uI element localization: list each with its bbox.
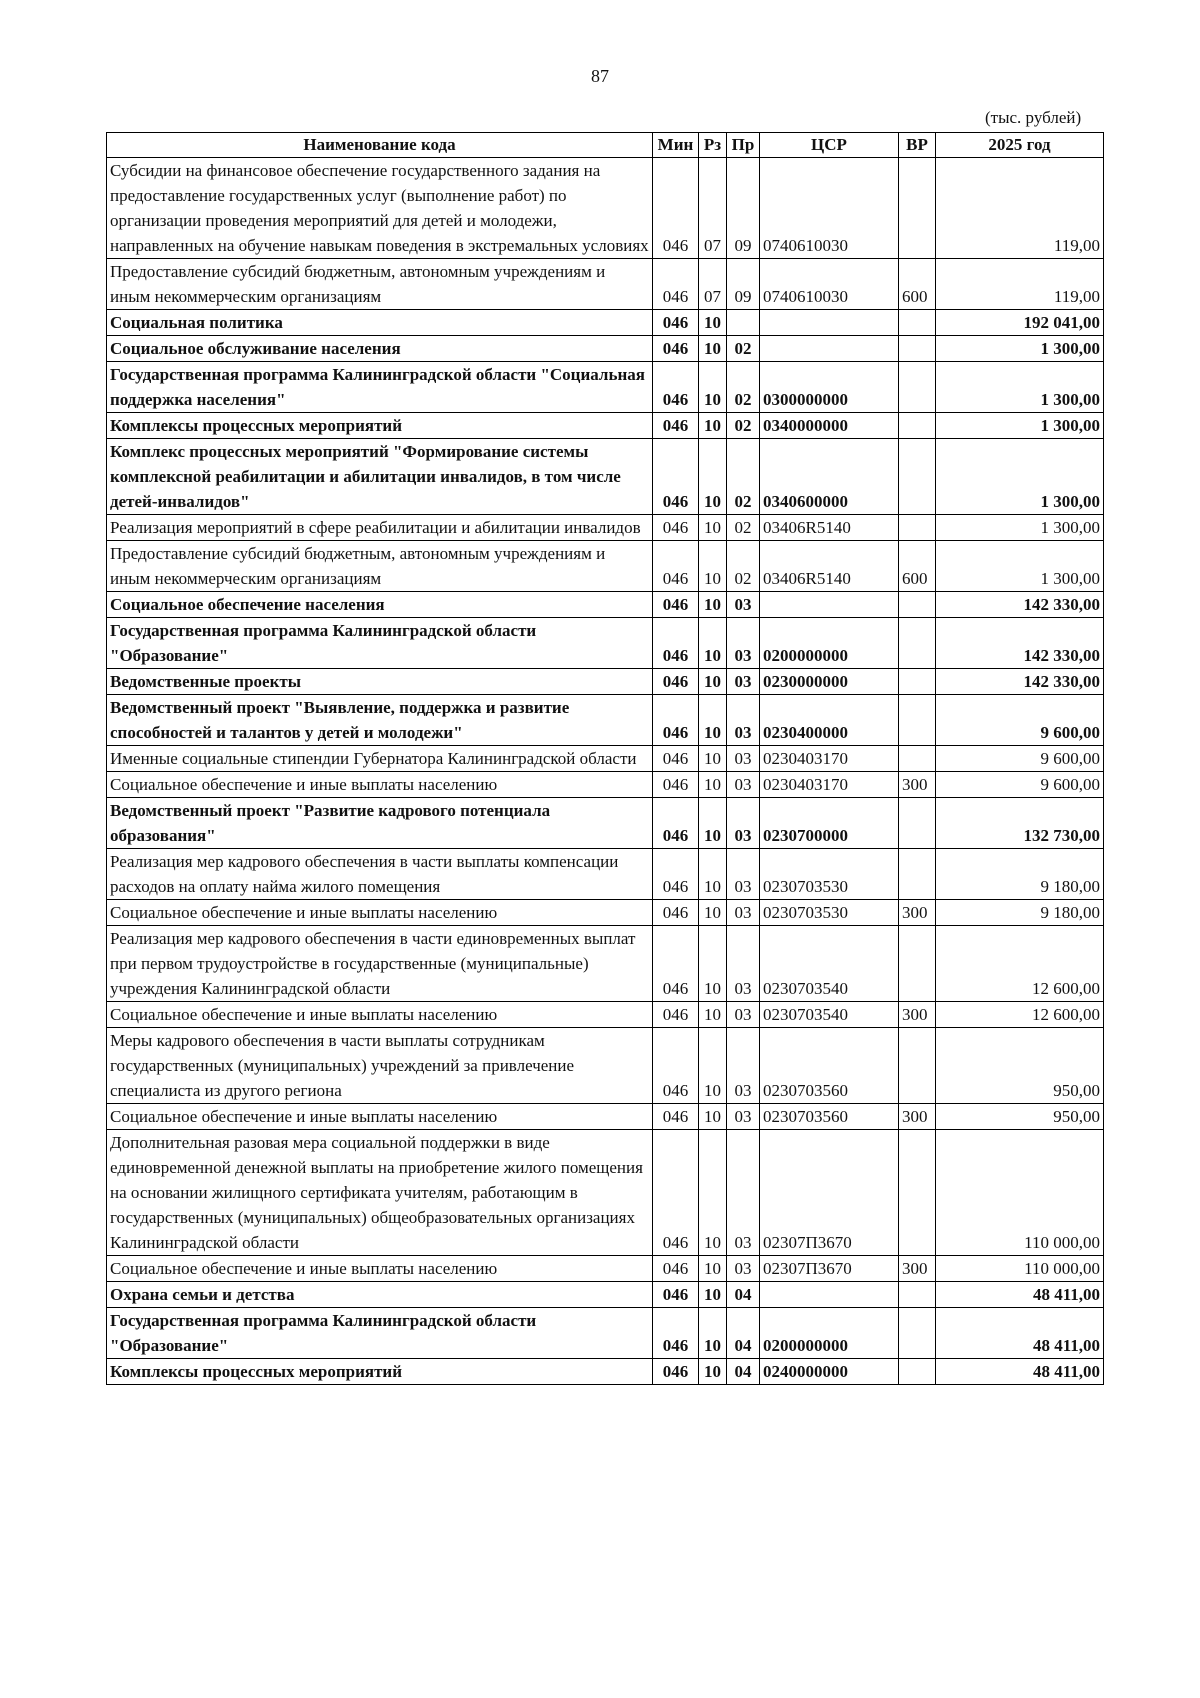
cell-min: 046: [653, 541, 699, 592]
cell-rz: 10: [699, 746, 727, 772]
cell-vr: [899, 439, 936, 515]
cell-min: 046: [653, 798, 699, 849]
table-row: [107, 439, 1104, 515]
cell-min: 046: [653, 1359, 699, 1385]
table-row: [107, 1130, 1104, 1256]
cell-rz: 10: [699, 1002, 727, 1028]
cell-vr: [899, 798, 936, 849]
cell-pr: 03: [727, 1104, 760, 1130]
cell-pr: [727, 310, 760, 336]
cell-name: Дополнительная разовая мера социальной поддержки в виде единовременной денежной выплаты на приобретение жилого помещения на основании жилищного сертификата учителям, работающим в государственных (муниципальных) общеобразовательных организациях Калининградской области: [107, 1130, 653, 1256]
cell-rz: 10: [699, 618, 727, 669]
cell-pr: 02: [727, 439, 760, 515]
cell-name: Социальное обеспечение и иные выплаты населению: [107, 1104, 653, 1130]
table-row: [107, 1308, 1104, 1359]
cell-min: 046: [653, 592, 699, 618]
cell-csr: 03406R5140: [760, 541, 899, 592]
cell-pr: 03: [727, 1002, 760, 1028]
cell-name: Социальное обеспечение и иные выплаты населению: [107, 772, 653, 798]
cell-rz: 10: [699, 336, 727, 362]
cell-min: 046: [653, 1130, 699, 1256]
cell-csr: 0200000000: [760, 1308, 899, 1359]
table-row: [107, 798, 1104, 849]
cell-rz: 10: [699, 515, 727, 541]
cell-name: Социальная политика: [107, 310, 653, 336]
cell-rz: 10: [699, 1282, 727, 1308]
cell-csr: 0230703530: [760, 900, 899, 926]
cell-vr: [899, 336, 936, 362]
table-row: [107, 413, 1104, 439]
cell-vr: [899, 1130, 936, 1256]
cell-pr: 02: [727, 541, 760, 592]
cell-pr: 03: [727, 695, 760, 746]
cell-amount: 48 411,00: [936, 1359, 1104, 1385]
cell-pr: 09: [727, 259, 760, 310]
cell-name: Именные социальные стипендии Губернатора Калининградской области: [107, 746, 653, 772]
cell-rz: 10: [699, 310, 727, 336]
cell-amount: 192 041,00: [936, 310, 1104, 336]
cell-pr: 03: [727, 1028, 760, 1104]
cell-rz: 10: [699, 1308, 727, 1359]
cell-vr: 300: [899, 1002, 936, 1028]
cell-amount: 9 600,00: [936, 746, 1104, 772]
cell-name: Социальное обслуживание населения: [107, 336, 653, 362]
page-number: 87: [591, 66, 609, 86]
cell-amount: 48 411,00: [936, 1308, 1104, 1359]
cell-name: Социальное обеспечение и иные выплаты населению: [107, 900, 653, 926]
cell-min: 046: [653, 772, 699, 798]
cell-csr: 0230703540: [760, 926, 899, 1002]
cell-vr: [899, 1282, 936, 1308]
table-row: [107, 592, 1104, 618]
cell-pr: 03: [727, 926, 760, 1002]
cell-pr: 02: [727, 362, 760, 413]
cell-csr: [760, 310, 899, 336]
cell-csr: 0230703560: [760, 1104, 899, 1130]
cell-amount: 119,00: [936, 259, 1104, 310]
cell-name: Меры кадрового обеспечения в части выплаты сотрудникам государственных (муниципальных) учреждений за привлечение специалиста из другого региона: [107, 1028, 653, 1104]
cell-pr: 03: [727, 618, 760, 669]
table-row: [107, 1002, 1104, 1028]
cell-min: 046: [653, 618, 699, 669]
units-label: (тыс. рублей): [985, 108, 1082, 127]
cell-amount: 119,00: [936, 158, 1104, 259]
cell-csr: 0230403170: [760, 772, 899, 798]
cell-min: 046: [653, 695, 699, 746]
cell-pr: 04: [727, 1282, 760, 1308]
table-row: [107, 158, 1104, 259]
cell-vr: 300: [899, 1104, 936, 1130]
cell-amount: 12 600,00: [936, 1002, 1104, 1028]
cell-vr: [899, 1359, 936, 1385]
cell-csr: 02307П3670: [760, 1130, 899, 1256]
cell-rz: 10: [699, 1359, 727, 1385]
cell-csr: 0230703560: [760, 1028, 899, 1104]
cell-min: 046: [653, 413, 699, 439]
cell-rz: 10: [699, 669, 727, 695]
cell-rz: 10: [699, 592, 727, 618]
cell-vr: [899, 669, 936, 695]
table-row: [107, 1359, 1104, 1385]
header-min: Мин: [653, 133, 699, 158]
cell-name: Государственная программа Калининградской области "Образование": [107, 618, 653, 669]
table-row: [107, 618, 1104, 669]
cell-min: 046: [653, 310, 699, 336]
cell-pr: 02: [727, 413, 760, 439]
cell-pr: 03: [727, 1130, 760, 1256]
cell-pr: 03: [727, 592, 760, 618]
table-row: [107, 541, 1104, 592]
cell-vr: [899, 695, 936, 746]
table-row: [107, 900, 1104, 926]
cell-vr: 300: [899, 772, 936, 798]
cell-min: 046: [653, 259, 699, 310]
table-row: [107, 926, 1104, 1002]
cell-rz: 10: [699, 849, 727, 900]
cell-name: Предоставление субсидий бюджетным, автономным учреждениям и иным некоммерческим организациям: [107, 541, 653, 592]
cell-pr: 09: [727, 158, 760, 259]
table-row: [107, 362, 1104, 413]
cell-vr: [899, 413, 936, 439]
table-row: [107, 1104, 1104, 1130]
cell-min: 046: [653, 926, 699, 1002]
cell-amount: 1 300,00: [936, 439, 1104, 515]
cell-min: 046: [653, 849, 699, 900]
cell-csr: [760, 336, 899, 362]
cell-csr: [760, 592, 899, 618]
cell-rz: 10: [699, 1256, 727, 1282]
cell-pr: 02: [727, 515, 760, 541]
cell-name: Ведомственный проект "Выявление, поддержка и развитие способностей и талантов у детей и молодежи": [107, 695, 653, 746]
cell-amount: 110 000,00: [936, 1256, 1104, 1282]
cell-min: 046: [653, 1028, 699, 1104]
header-csr: ЦСР: [760, 133, 899, 158]
cell-vr: 600: [899, 541, 936, 592]
cell-csr: 0230703530: [760, 849, 899, 900]
cell-vr: [899, 926, 936, 1002]
cell-min: 046: [653, 515, 699, 541]
cell-rz: 10: [699, 926, 727, 1002]
cell-min: 046: [653, 669, 699, 695]
cell-min: 046: [653, 362, 699, 413]
cell-amount: 9 600,00: [936, 695, 1104, 746]
cell-rz: 10: [699, 798, 727, 849]
cell-rz: 10: [699, 1104, 727, 1130]
cell-csr: 0740610030: [760, 259, 899, 310]
header-rz: Рз: [699, 133, 727, 158]
cell-pr: 03: [727, 798, 760, 849]
cell-vr: [899, 849, 936, 900]
cell-name: Социальное обеспечение и иные выплаты населению: [107, 1256, 653, 1282]
cell-rz: 10: [699, 413, 727, 439]
cell-min: 046: [653, 900, 699, 926]
cell-pr: 04: [727, 1308, 760, 1359]
cell-amount: 9 600,00: [936, 772, 1104, 798]
header-year: 2025 год: [936, 133, 1104, 158]
cell-rz: 10: [699, 1028, 727, 1104]
cell-vr: [899, 310, 936, 336]
cell-min: 046: [653, 1002, 699, 1028]
cell-csr: 0300000000: [760, 362, 899, 413]
cell-amount: 142 330,00: [936, 618, 1104, 669]
cell-name: Государственная программа Калининградской области "Образование": [107, 1308, 653, 1359]
cell-rz: 07: [699, 158, 727, 259]
cell-rz: 10: [699, 772, 727, 798]
table-body: [107, 158, 1104, 1385]
cell-min: 046: [653, 158, 699, 259]
cell-vr: [899, 592, 936, 618]
header-pr: Пр: [727, 133, 760, 158]
cell-amount: 9 180,00: [936, 900, 1104, 926]
cell-rz: 10: [699, 439, 727, 515]
cell-csr: 0230400000: [760, 695, 899, 746]
budget-table: [106, 132, 1104, 1385]
cell-csr: 0240000000: [760, 1359, 899, 1385]
cell-min: 046: [653, 336, 699, 362]
cell-csr: 03406R5140: [760, 515, 899, 541]
cell-rz: 10: [699, 541, 727, 592]
header-vr: ВР: [899, 133, 936, 158]
cell-amount: 1 300,00: [936, 336, 1104, 362]
cell-csr: 0230403170: [760, 746, 899, 772]
cell-amount: 950,00: [936, 1028, 1104, 1104]
cell-amount: 1 300,00: [936, 541, 1104, 592]
cell-min: 046: [653, 1308, 699, 1359]
table-row: [107, 772, 1104, 798]
cell-name: Социальное обеспечение населения: [107, 592, 653, 618]
cell-csr: 0230000000: [760, 669, 899, 695]
cell-vr: [899, 1308, 936, 1359]
table-row: [107, 695, 1104, 746]
cell-amount: 142 330,00: [936, 669, 1104, 695]
cell-csr: 02307П3670: [760, 1256, 899, 1282]
cell-min: 046: [653, 746, 699, 772]
cell-pr: 03: [727, 746, 760, 772]
cell-rz: 10: [699, 695, 727, 746]
cell-vr: [899, 1028, 936, 1104]
cell-name: Комплексы процессных мероприятий: [107, 413, 653, 439]
cell-csr: 0340600000: [760, 439, 899, 515]
cell-pr: 02: [727, 336, 760, 362]
table-row: [107, 336, 1104, 362]
table-row: [107, 746, 1104, 772]
cell-min: 046: [653, 1256, 699, 1282]
table-row: [107, 849, 1104, 900]
cell-pr: 03: [727, 1256, 760, 1282]
cell-amount: 12 600,00: [936, 926, 1104, 1002]
cell-rz: 10: [699, 900, 727, 926]
cell-vr: [899, 362, 936, 413]
table-row: [107, 515, 1104, 541]
cell-amount: 1 300,00: [936, 413, 1104, 439]
cell-csr: 0230703540: [760, 1002, 899, 1028]
cell-pr: 04: [727, 1359, 760, 1385]
cell-csr: 0230700000: [760, 798, 899, 849]
table-header-row: [107, 133, 1104, 158]
cell-pr: 03: [727, 669, 760, 695]
cell-name: Реализация мероприятий в сфере реабилитации и абилитации инвалидов: [107, 515, 653, 541]
cell-pr: 03: [727, 849, 760, 900]
cell-name: Охрана семьи и детства: [107, 1282, 653, 1308]
cell-name: Ведомственные проекты: [107, 669, 653, 695]
cell-csr: 0200000000: [760, 618, 899, 669]
cell-name: Субсидии на финансовое обеспечение государственного задания на предоставление государственных услуг (выполнение работ) по организации проведения мероприятий для детей и молодежи, направленных на обучение навыкам поведения в экстремальных условиях: [107, 158, 653, 259]
cell-csr: [760, 1282, 899, 1308]
cell-amount: 9 180,00: [936, 849, 1104, 900]
cell-rz: 07: [699, 259, 727, 310]
cell-min: 046: [653, 1282, 699, 1308]
cell-rz: 10: [699, 362, 727, 413]
cell-vr: 300: [899, 1256, 936, 1282]
cell-amount: 48 411,00: [936, 1282, 1104, 1308]
cell-name: Социальное обеспечение и иные выплаты населению: [107, 1002, 653, 1028]
cell-vr: [899, 515, 936, 541]
cell-name: Ведомственный проект "Развитие кадрового потенциала образования": [107, 798, 653, 849]
cell-amount: 142 330,00: [936, 592, 1104, 618]
table-row: [107, 1282, 1104, 1308]
cell-csr: 0340000000: [760, 413, 899, 439]
cell-amount: 110 000,00: [936, 1130, 1104, 1256]
cell-vr: [899, 746, 936, 772]
cell-amount: 132 730,00: [936, 798, 1104, 849]
header-name: Наименование кода: [107, 133, 653, 158]
cell-name: Предоставление субсидий бюджетным, автономным учреждениям и иным некоммерческим организациям: [107, 259, 653, 310]
cell-min: 046: [653, 1104, 699, 1130]
cell-name: Реализация мер кадрового обеспечения в части единовременных выплат при первом трудоустройстве в государственные (муниципальные) учреждения Калининградской области: [107, 926, 653, 1002]
cell-vr: 600: [899, 259, 936, 310]
cell-amount: 950,00: [936, 1104, 1104, 1130]
cell-name: Комплекс процессных мероприятий "Формирование системы комплексной реабилитации и абилитации инвалидов, в том числе детей-инвалидов": [107, 439, 653, 515]
table-row: [107, 1256, 1104, 1282]
cell-amount: 1 300,00: [936, 515, 1104, 541]
cell-name: Государственная программа Калининградской области "Социальная поддержка населения": [107, 362, 653, 413]
table-row: [107, 310, 1104, 336]
table-row: [107, 669, 1104, 695]
table-row: [107, 259, 1104, 310]
cell-min: 046: [653, 439, 699, 515]
cell-pr: 03: [727, 772, 760, 798]
cell-vr: [899, 158, 936, 259]
table-row: [107, 1028, 1104, 1104]
cell-csr: 0740610030: [760, 158, 899, 259]
cell-amount: 1 300,00: [936, 362, 1104, 413]
cell-name: Комплексы процессных мероприятий: [107, 1359, 653, 1385]
cell-vr: 300: [899, 900, 936, 926]
cell-pr: 03: [727, 900, 760, 926]
cell-vr: [899, 618, 936, 669]
cell-name: Реализация мер кадрового обеспечения в части выплаты компенсации расходов на оплату найма жилого помещения: [107, 849, 653, 900]
cell-rz: 10: [699, 1130, 727, 1256]
